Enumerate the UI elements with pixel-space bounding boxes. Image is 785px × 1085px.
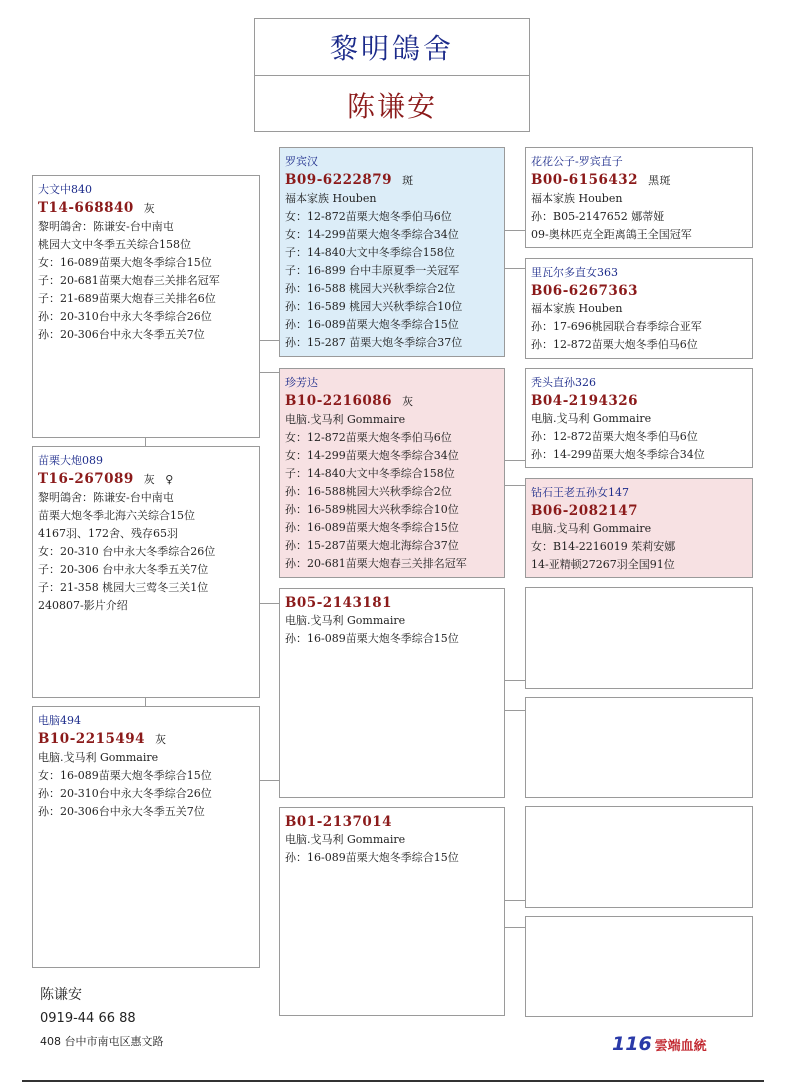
record-line: 孙：17-696桃园联合春季综合亚军 — [531, 320, 702, 333]
lines — [531, 190, 752, 244]
record-line: 240807-影片介绍 — [38, 599, 128, 612]
lines — [38, 749, 259, 821]
record-line: 孙：20-306台中永大冬季五关7位 — [38, 328, 205, 341]
record-line: 电脑.戈马利 Gommaire — [531, 412, 652, 425]
record-line: 孙：20-310台中永大冬季综合26位 — [38, 787, 212, 800]
record-line: 14-亚精顿27267羽全国91位 — [531, 558, 675, 571]
record-line: 黎明鴿舍：陈谦安-台中南屯 — [38, 491, 174, 504]
feather-color: 灰 — [155, 733, 167, 746]
connector — [504, 268, 525, 269]
record-line: 女：B14-2216019 茱莉安娜 — [531, 540, 676, 553]
record-line: 子：21-358 桃园大三莺冬三关1位 — [38, 581, 209, 594]
ring-number: B10-2215494 — [38, 731, 146, 747]
empty-card — [525, 697, 753, 798]
great-grandparent-card-1 — [525, 147, 753, 248]
record-line: 子：14-840大文中冬季综合158位 — [285, 246, 455, 259]
ring-number: B04-2194326 — [531, 393, 639, 409]
record-line: 黎明鴿舍：陈谦安-台中南屯 — [38, 220, 174, 233]
connector — [504, 485, 525, 486]
pigeon-name: 苗栗大炮089 — [38, 454, 103, 467]
dam-card — [32, 446, 260, 698]
owner-info — [40, 984, 164, 1053]
ring-number: B01-2137014 — [285, 814, 393, 830]
record-line: 孙：15-287 苗栗大炮冬季综合37位 — [285, 336, 463, 349]
ring-number: B05-2143181 — [285, 595, 393, 611]
lines — [38, 218, 259, 344]
pigeon-name: 罗宾汉 — [285, 155, 318, 168]
connector — [504, 900, 525, 901]
record-line: 电脑.戈马利 Gommaire — [531, 522, 652, 535]
record-line: 电脑.戈马利 Gommaire — [285, 413, 406, 426]
connector — [259, 340, 279, 341]
record-line: 女：12-872苗栗大炮冬季伯马6位 — [285, 210, 452, 223]
ring-number: B06-6267363 — [531, 283, 639, 299]
record-line: 女：16-089苗栗大炮冬季综合15位 — [38, 769, 212, 782]
record-line: 福本家族 Houben — [531, 302, 623, 315]
record-line: 孙：16-089苗栗大炮冬季综合15位 — [285, 318, 459, 331]
record-line: 孙：16-588桃园大兴秋季综合2位 — [285, 485, 452, 498]
record-line: 孙：B05-2147652 娜蒂娅 — [531, 210, 665, 223]
record-line: 子：20-681苗栗大炮春三关排名冠军 — [38, 274, 220, 287]
ring-number: T16-267089 — [38, 471, 134, 487]
pigeon-name: 珍芳达 — [285, 376, 318, 389]
lines — [285, 612, 504, 648]
record-line: 苗栗大炮冬季北海六关综合15位 — [38, 509, 195, 522]
ring-number: B09-6222879 — [285, 172, 393, 188]
pigeon-name: 花花公子-罗宾直子 — [531, 155, 623, 168]
record-line: 孙：16-589 桃园大兴秋季综合10位 — [285, 300, 463, 313]
lines — [531, 520, 752, 574]
lines — [285, 411, 504, 573]
grandsire-card — [279, 147, 505, 357]
record-line: 女：20-310 台中永大冬季综合26位 — [38, 545, 216, 558]
empty-card — [525, 916, 753, 1017]
record-line: 女：14-299苗栗大炮冬季综合34位 — [285, 449, 459, 462]
connector — [504, 230, 525, 231]
record-line: 4167羽、172舍、残存65羽 — [38, 527, 178, 540]
record-line: 子：14-840大文中冬季综合158位 — [285, 467, 455, 480]
pigeon-name: 钻石王老五孙女147 — [531, 486, 629, 499]
third-card — [32, 706, 260, 968]
record-line: 孙：16-588 桃园大兴秋季综合2位 — [285, 282, 456, 295]
brand-logo — [612, 1033, 707, 1055]
record-line: 孙：16-089苗栗大炮冬季综合15位 — [285, 851, 459, 864]
record-line: 孙：16-089苗栗大炮冬季综合15位 — [285, 632, 459, 645]
feather-color: 灰 — [143, 202, 156, 215]
feather-color: 斑 — [402, 174, 414, 187]
owner-phone: 0919-44 66 88 — [40, 1011, 136, 1026]
feather-color: 灰 — [143, 473, 156, 486]
record-line: 福本家族 Houben — [285, 192, 377, 205]
record-line: 福本家族 Houben — [531, 192, 623, 205]
granddam-card — [279, 368, 505, 578]
great-grandparent-card-2 — [525, 258, 753, 359]
record-line: 孙：20-306台中永大冬季五关7位 — [38, 805, 205, 818]
great-grandparent-card-3 — [525, 368, 753, 468]
connector — [504, 710, 525, 711]
great-grandparent-card-4 — [525, 478, 753, 578]
empty-card — [525, 806, 753, 908]
record-line: 孙：12-872苗栗大炮冬季伯马6位 — [531, 430, 698, 443]
sex-symbol: ♀ — [165, 473, 174, 486]
grandparent-card-3 — [279, 588, 505, 798]
pigeon-name: 大文中840 — [38, 183, 92, 196]
connector — [259, 780, 279, 781]
record-line: 孙：16-589桃园大兴秋季综合10位 — [285, 503, 459, 516]
empty-card — [525, 587, 753, 689]
feather-color: 灰 — [402, 395, 414, 408]
grandparent-card-4 — [279, 807, 505, 1016]
record-line: 电脑.戈马利 Gommaire — [285, 833, 406, 846]
record-line: 孙：14-299苗栗大炮冬季综合34位 — [531, 448, 705, 461]
record-line: 女：12-872苗栗大炮冬季伯马6位 — [285, 431, 452, 444]
record-line: 子：21-689苗栗大炮春三关排名6位 — [38, 292, 216, 305]
record-line: 子：20-306 台中永大冬季五关7位 — [38, 563, 209, 576]
owner-name: 陈谦安 — [40, 987, 82, 1003]
pigeon-name: 里瓦尔多直女363 — [531, 266, 618, 279]
record-line: 电脑.戈马利 Gommaire — [38, 751, 159, 764]
bottom-divider — [22, 1080, 764, 1082]
loft-name: 黎明鴿舍 — [255, 19, 529, 76]
feather-color: 黑斑 — [648, 174, 672, 187]
record-line: 女：14-299苗栗大炮冬季综合34位 — [285, 228, 459, 241]
logo-number: 116 — [612, 1033, 652, 1055]
title-block — [254, 18, 530, 132]
record-line: 电脑.戈马利 Gommaire — [285, 614, 406, 627]
record-line: 女：16-089苗栗大炮冬季综合15位 — [38, 256, 212, 269]
connector — [259, 603, 279, 604]
record-line: 孙：20-310台中永大冬季综合26位 — [38, 310, 212, 323]
ring-number: B00-6156432 — [531, 172, 639, 188]
record-line: 09-奥林匹克全距离鴿王全国冠军 — [531, 228, 692, 241]
record-line: 孙：15-287苗栗大炮北海综合37位 — [285, 539, 459, 552]
connector — [504, 680, 525, 681]
lines — [285, 190, 504, 352]
lines — [38, 489, 259, 615]
logo-text: 雲端血統 — [654, 1039, 707, 1054]
owner-name-header: 陈谦安 — [346, 89, 437, 123]
sire-card — [32, 175, 260, 438]
pigeon-name: 电脑494 — [38, 714, 81, 727]
record-line: 孙：12-872苗栗大炮冬季伯马6位 — [531, 338, 698, 351]
connector — [504, 927, 525, 928]
lines — [531, 300, 752, 354]
record-line: 孙：20-681苗栗大炮春三关排名冠军 — [285, 557, 467, 570]
record-line: 孙：16-089苗栗大炮冬季综合15位 — [285, 521, 459, 534]
ring-number: B10-2216086 — [285, 393, 393, 409]
lines — [285, 831, 504, 867]
record-line: 桃园大文中冬季五关综合158位 — [38, 238, 191, 251]
ring-number: T14-668840 — [38, 200, 134, 216]
lines — [531, 410, 752, 464]
connector — [259, 372, 279, 373]
owner-address: 408 台中市南屯区惠文路 — [40, 1035, 164, 1048]
record-line: 子：16-899 台中丰原夏季一关冠军 — [285, 264, 460, 277]
pigeon-name: 秃头直孙326 — [531, 376, 596, 389]
ring-number: B06-2082147 — [531, 503, 639, 519]
connector — [504, 460, 525, 461]
